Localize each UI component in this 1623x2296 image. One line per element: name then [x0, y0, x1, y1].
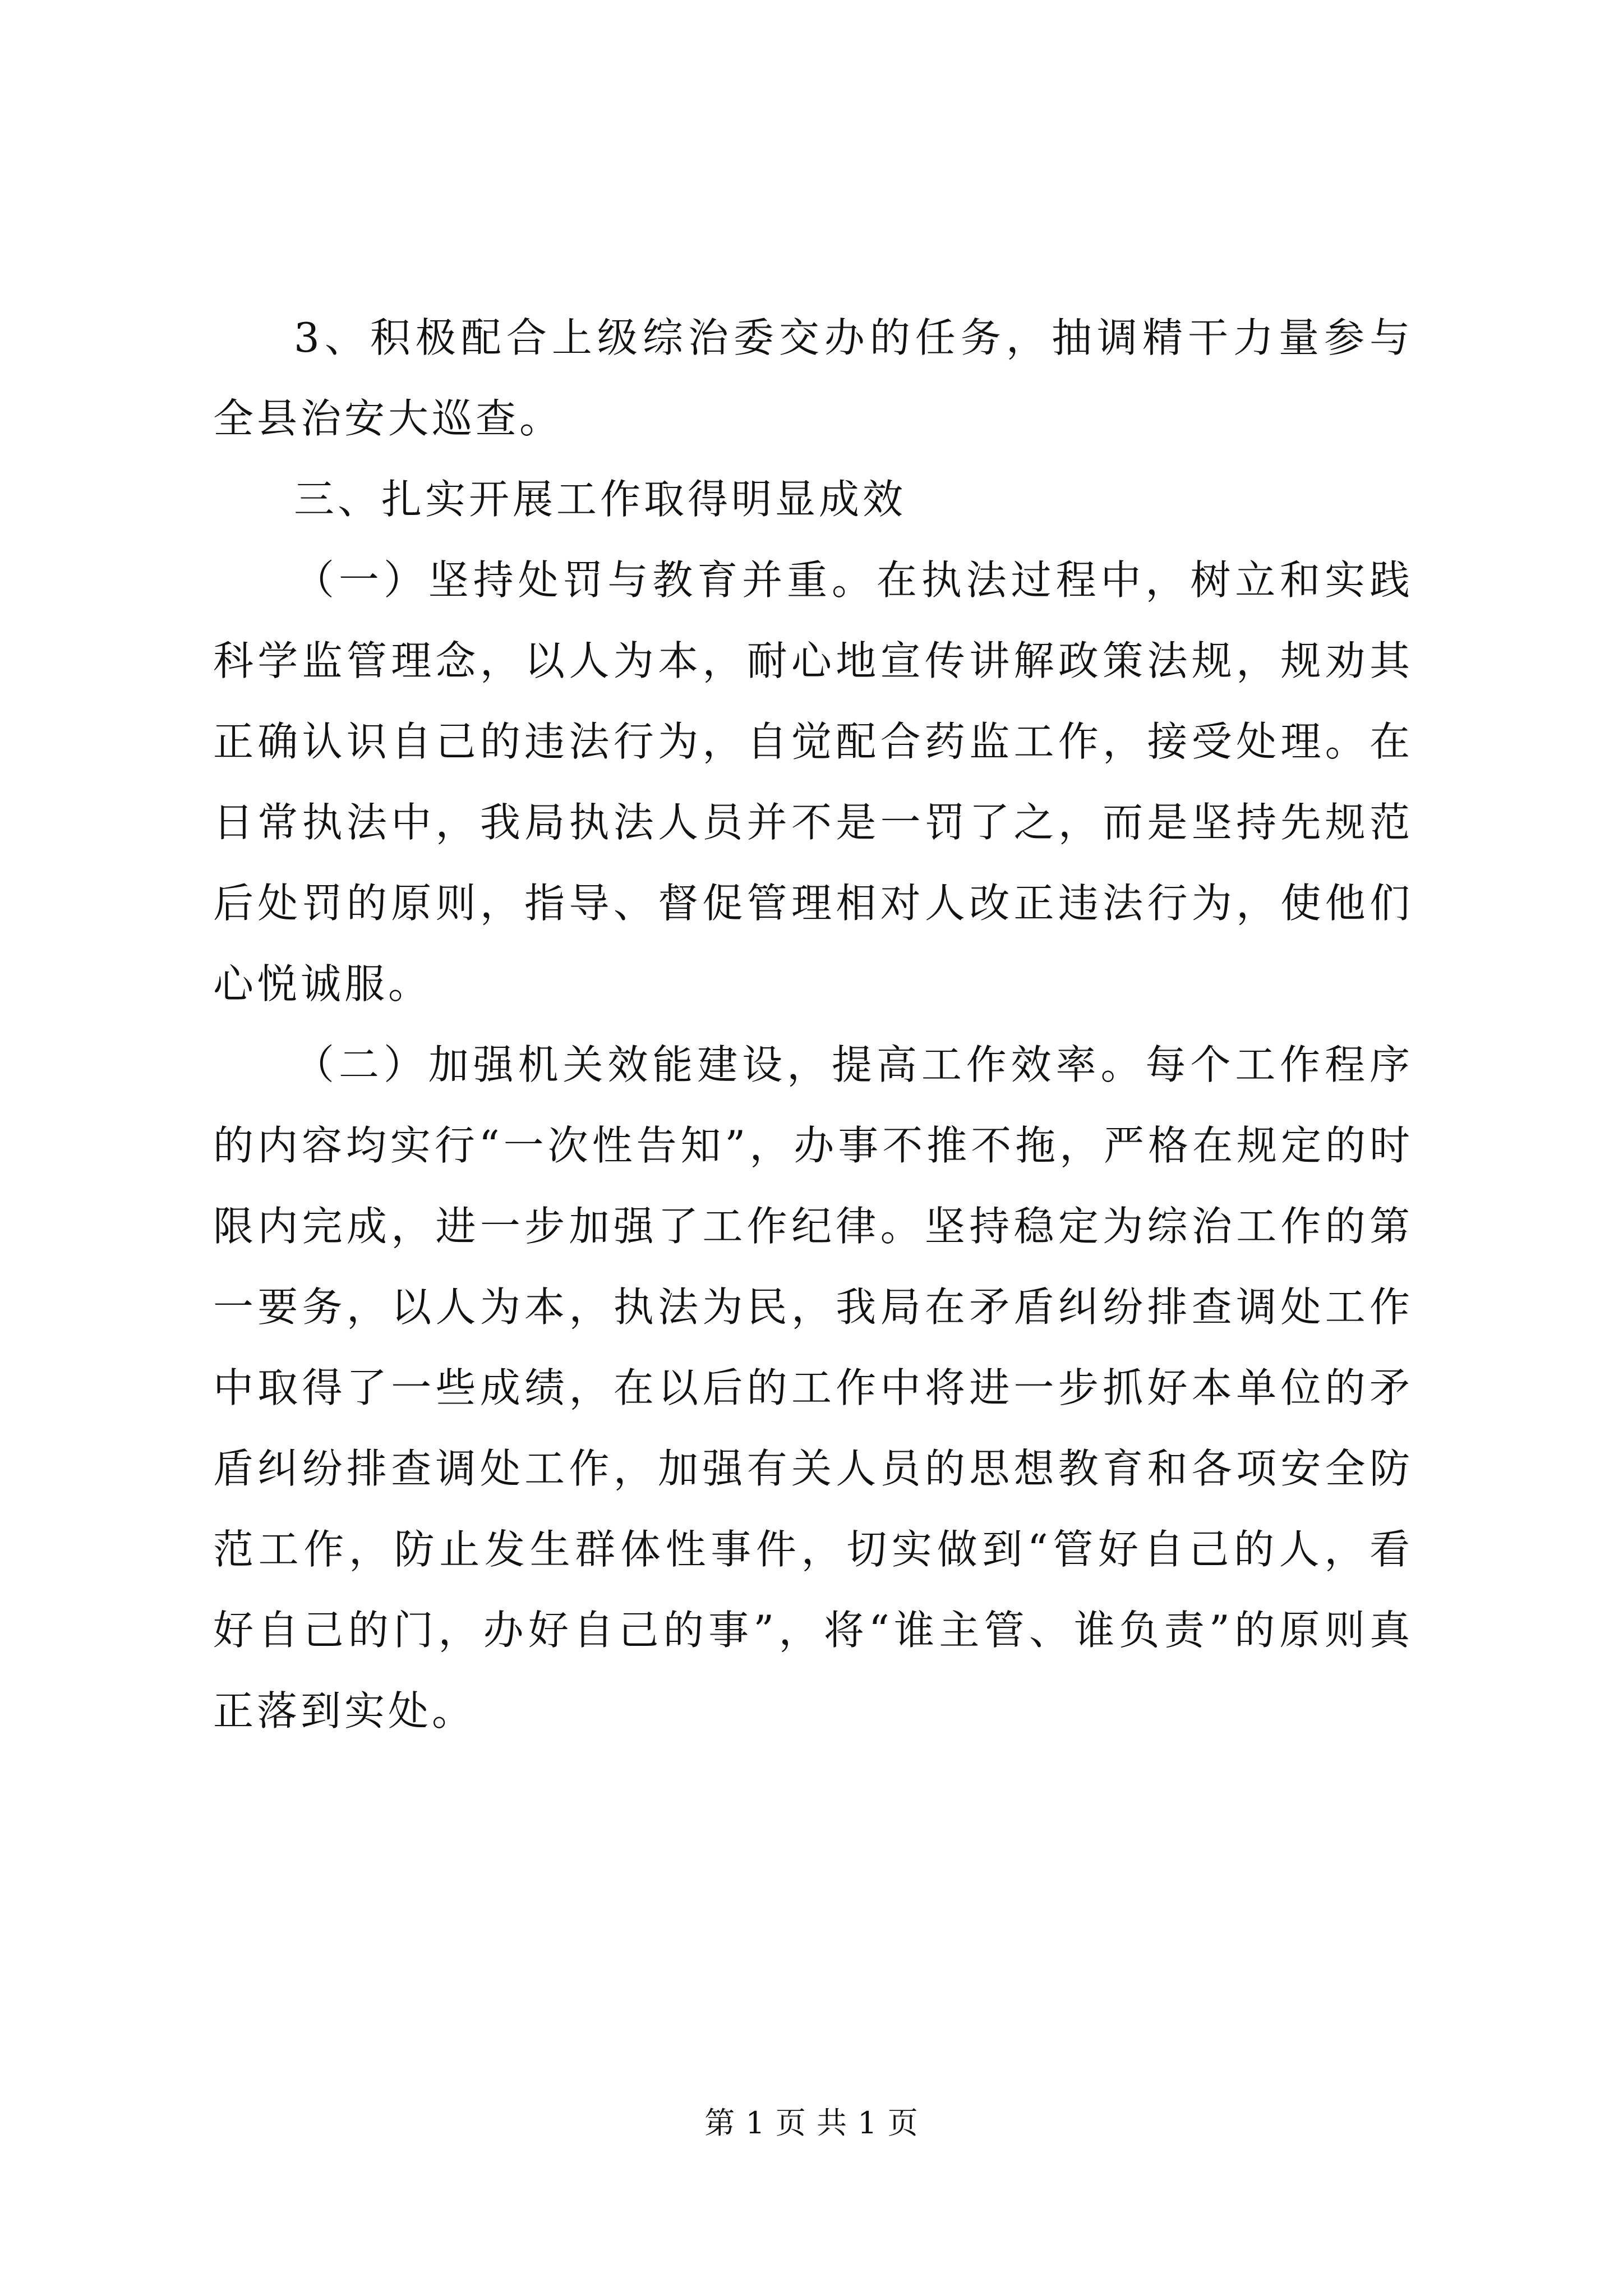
document-body [213, 297, 1413, 1751]
section-heading-3: 三、扎实开展工作取得明显成效 [294, 476, 907, 523]
page-number-footer: 第 1 页 共 1 页 [704, 2105, 919, 2141]
paragraph-item-2: （二）加强机关效能建设，提高工作效率。每个工作程序的内容均实行“一次性告知”，办事不推不拖，严格在规定的时限内完成，进一步加强了工作纪律。坚持稳定为综治工作的第一要务，以人为本，执法为民，我局在矛盾纠纷排查调处工作中取得了一些成绩，在以后的工作中将进一步抓好本单位的矛盾纠纷排查调处工作，加强有关人员的思想教育和各项安全防范工作，防止发生群体性事件，切实做到“管好自己的人，看好自己的门，办好自己的事”，将“谁主管、谁负责”的原则真正落到实处。 [213, 1041, 1413, 1734]
paragraph-task-3: 3、积极配合上级综治委交办的任务，抽调精干力量参与全县治安大巡查。 [213, 314, 1413, 442]
paragraph-item-1: （一）坚持处罚与教育并重。在执法过程中，树立和实践科学监管理念，以人为本，耐心地宣传讲解政策法规，规劝其正确认识自己的违法行为，自觉配合药监工作，接受处理。在日常执法中，我局执法人员并不是一罚了之，而是坚持先规范后处罚的原则，指导、督促管理相对人改正违法行为，使他们心悦诚服。 [213, 556, 1413, 1007]
